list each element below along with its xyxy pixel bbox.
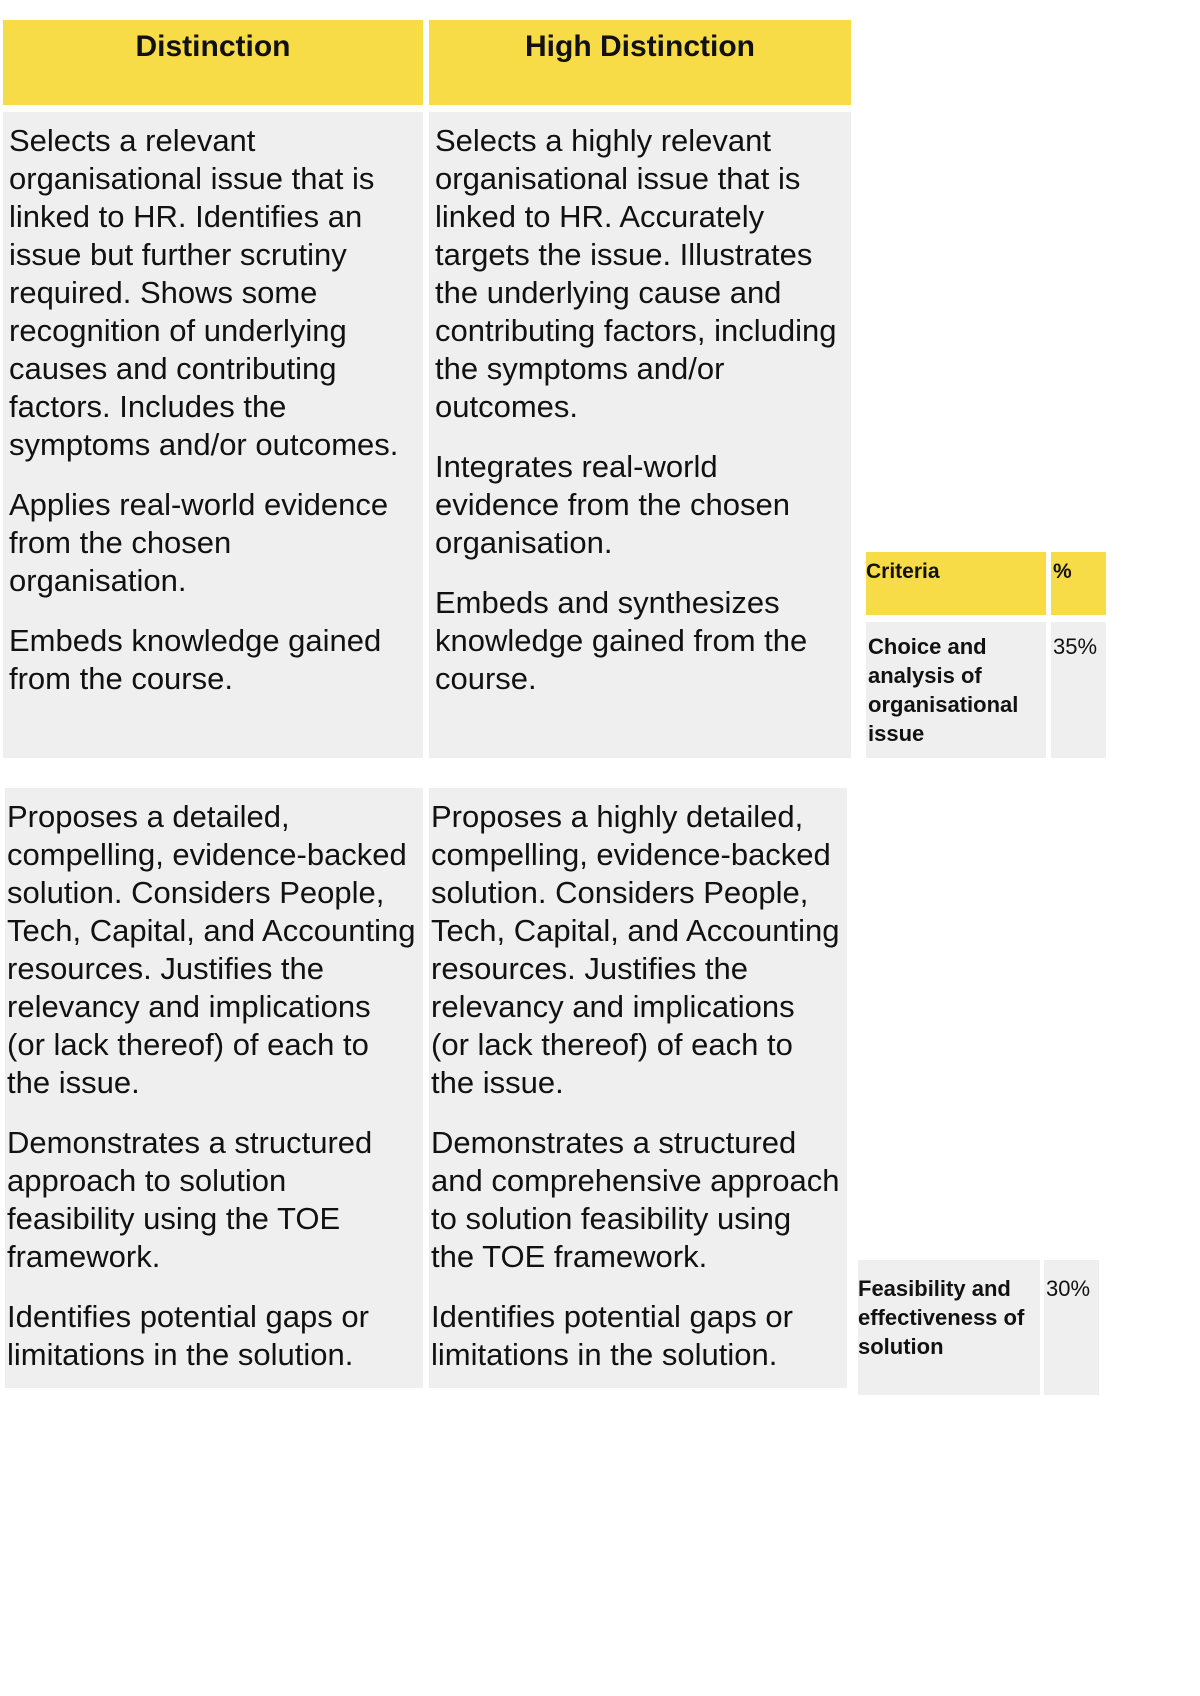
row1-distinction-para1: Selects a relevant organisational issue that is linked to HR. Identifies an issue but further scrutiny required. Shows some recognition of underlying causes and contributing factors. Includes the symptoms and/or outcomes.: [9, 123, 399, 462]
row2-distinction-para1: Proposes a detailed, compelling, evidence-backed solution. Considers People, Tech, Capital, and Accounting resources. Justifies the relevancy and implications (or lack thereof) of each to the issue.: [7, 799, 416, 1100]
row2-distinction-para3: Identifies potential gaps or limitations in the solution.: [7, 1299, 369, 1372]
row1-high-distinction-para2: Integrates real-world evidence from the chosen organisation.: [435, 449, 790, 560]
row1-distinction-cell: [3, 112, 423, 758]
percent-header: %: [1051, 552, 1106, 615]
row1-distinction-para2: Applies real-world evidence from the chosen organisation.: [9, 487, 389, 598]
header-distinction: Distinction: [3, 20, 423, 105]
row2-high-distinction-para1: Proposes a highly detailed, compelling, evidence-backed solution. Considers People, Tech, Capital, and Accounting resources. Justifies the relevancy and implications (or lack thereof) of each to the issue.: [431, 799, 840, 1100]
row1-high-distinction-cell: [429, 112, 851, 758]
row2-distinction-para2: Demonstrates a structured approach to solution feasibility using the TOE framework.: [7, 1125, 373, 1274]
row2-high-distinction-para3: Identifies potential gaps or limitations in the solution.: [431, 1299, 793, 1372]
criteria-row2-label: Feasibility and effectiveness of solution: [858, 1260, 1040, 1395]
row2-high-distinction-para2: Demonstrates a structured and comprehensive approach to solution feasibility using the TOE framework.: [431, 1125, 840, 1274]
criteria-row1-label: Choice and analysis of organisational issue: [866, 622, 1046, 758]
row1-high-distinction-para3: Embeds and synthesizes knowledge gained from the course.: [435, 585, 808, 696]
criteria-row2-percent: 30%: [1044, 1260, 1099, 1395]
criteria-row1-percent: 35%: [1051, 622, 1106, 758]
header-high-distinction: High Distinction: [429, 20, 851, 105]
row2-distinction-cell: [5, 788, 423, 1388]
row1-high-distinction-para1: Selects a highly relevant organisational issue that is linked to HR. Accurately targets the issue. Illustrates the underlying cause and contributing factors, including the symptoms and/or outcomes.: [435, 123, 837, 424]
criteria-header: Criteria: [866, 552, 1046, 615]
row1-distinction-para3: Embeds knowledge gained from the course.: [9, 623, 382, 696]
row2-high-distinction-cell: [429, 788, 847, 1388]
